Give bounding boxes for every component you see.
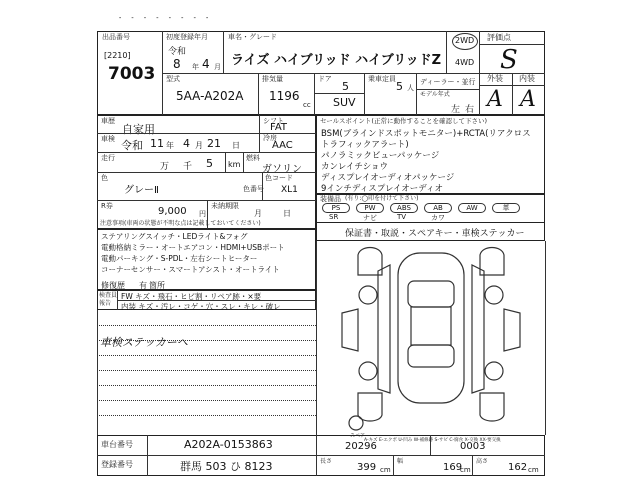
fuel-label: 燃料 xyxy=(246,154,260,162)
mileage-label: 走行 xyxy=(101,154,115,162)
car-name: ライズ ハイブリッド ハイブリッドZ xyxy=(231,53,442,68)
memo-rule xyxy=(97,370,316,371)
mileage-value: 5 xyxy=(206,157,213,170)
inspection-day-unit: 日 xyxy=(232,141,240,150)
first-reg-era: 令和 xyxy=(168,47,187,57)
inspector-row1: FW キズ・飛石・ヒビ割・リペア跡・×要 xyxy=(121,292,262,301)
recycle-day: 日 xyxy=(283,209,291,218)
car-right-panel xyxy=(504,309,520,351)
first-reg-year-unit: 年 xyxy=(192,63,199,71)
height-label: 高さ xyxy=(476,458,489,465)
model-label: 型式 xyxy=(166,75,180,83)
car-rear-window xyxy=(408,345,454,367)
equipment-sub-item-1: ナビ xyxy=(363,214,377,222)
width-label: 幅 xyxy=(397,458,404,465)
mileage-unit: km xyxy=(228,160,241,169)
plate-label: 登録番号 xyxy=(101,460,133,469)
interior-value: A xyxy=(520,87,536,112)
notes-line: コーナーセンサー・スマートアシスト・オートライト xyxy=(101,265,280,274)
color-value: グレーⅡ xyxy=(124,185,159,196)
usage-label: 車歴 xyxy=(101,117,115,125)
spare-label: スペア xyxy=(350,433,366,439)
notes-line: ステアリングスイッチ・LEDライト&フォグ xyxy=(101,232,248,241)
inspection-year: 11 xyxy=(150,137,164,150)
memo-rule xyxy=(97,415,316,416)
warranty-text: 保証書・取説・スペアキー・車検ステッカー xyxy=(345,229,525,239)
repair-unit: 箇所 xyxy=(149,281,165,290)
inspection-month: 4 xyxy=(183,137,190,150)
length-value: 399 xyxy=(357,462,377,473)
sales-point-line: パノラミックビューパッケージ xyxy=(321,151,440,161)
mileage-man: 万 xyxy=(160,162,170,172)
lot-number: 7003 xyxy=(108,64,156,84)
wheel-front-right xyxy=(485,286,503,304)
first-reg-year: 8 xyxy=(173,57,181,71)
seats-label: 乗車定員 xyxy=(368,75,396,83)
interior-label: 内装 xyxy=(519,74,535,83)
doors-value: 5 xyxy=(342,80,349,93)
first-reg-month-unit: 月 xyxy=(214,63,221,71)
car-label: 車名・グレード xyxy=(228,33,277,41)
recycle-value: 9,000 xyxy=(158,206,187,217)
equipment-note: (有り:◯印を付けて下さい) xyxy=(345,195,419,202)
wheel-rear-right xyxy=(485,362,503,380)
usage-value: 自家用 xyxy=(122,123,155,136)
car-left-side xyxy=(378,265,390,393)
seats-value: 5 xyxy=(396,80,403,93)
displacement-unit: cc xyxy=(303,101,311,109)
recycle-unit: 円 xyxy=(199,210,206,218)
equipment-sub-item-0: SR xyxy=(329,213,339,221)
sales-point-line: BSM(ブラインドスポットモニター)+RCTA(リアクロス xyxy=(321,129,531,139)
equipment-item-3: AB xyxy=(424,203,452,213)
notes-label: 注意事項(車両の状態が不明な点は記載しておいてください) xyxy=(100,220,261,227)
equipment-sub-item-2: TV xyxy=(397,213,407,221)
drive-4wd: 4WD xyxy=(455,58,475,67)
equipment-label: 装備品 xyxy=(320,195,341,203)
recycle-deadline-label: 未納期限 xyxy=(211,202,239,210)
displacement-value: 1196 xyxy=(269,89,300,103)
drive-2wd: 2WD xyxy=(455,36,475,45)
height-value: 162 xyxy=(508,462,528,473)
damage-legend: A-キズ E-エクボ U-凹み W-補修跡 S-サビ C-腐食 X-交換 XX-要交換 xyxy=(364,438,501,443)
memo-handwriting: 車検ステッカーへ xyxy=(100,336,188,349)
inspection-label: 車検 xyxy=(101,135,115,143)
first-reg-month: 4 xyxy=(202,57,210,71)
car-top-body xyxy=(398,253,464,403)
color-code: XL1 xyxy=(281,185,298,195)
spare-tire xyxy=(349,416,363,430)
recycle-month: 月 xyxy=(254,209,262,218)
sales-point-line: トラフィックアラート) xyxy=(321,140,409,150)
width-unit: cm xyxy=(460,466,471,474)
car-rear-left xyxy=(358,393,382,421)
color-colorcode-label: 色コード xyxy=(265,174,293,182)
equipment-item-4: AW xyxy=(458,203,486,213)
inspector-label2: 報告 xyxy=(99,300,112,307)
notes-line: 電動格納ミラー・オートエアコン・HDMI+USBポート xyxy=(101,243,285,252)
stats-code2: 0003 xyxy=(460,441,486,452)
model-value: 5AA-A202A xyxy=(176,89,244,103)
lot-code: [2210] xyxy=(104,51,131,60)
displacement-label: 排気量 xyxy=(262,75,283,83)
car-rear-right xyxy=(480,393,504,421)
memo-rule xyxy=(97,400,316,401)
shift-label: シフト xyxy=(263,117,284,125)
memo-rule xyxy=(97,325,316,326)
inspection-era: 令和 xyxy=(121,139,143,152)
equipment-item-1: PW xyxy=(356,203,384,213)
lot-label: 出品番号 xyxy=(102,33,130,41)
chassis-value: A202A-0153863 xyxy=(184,438,273,451)
car-right-side xyxy=(472,265,484,393)
inspection-month-unit: 月 xyxy=(195,141,203,150)
width-value: 169 xyxy=(443,462,463,473)
inspection-year-unit: 年 xyxy=(166,141,174,150)
length-unit: cm xyxy=(380,466,391,474)
stats-code1: 20296 xyxy=(345,441,377,452)
sales-point-line: ディスプレイオーディオパッケージ xyxy=(321,173,455,183)
car-damage-diagram xyxy=(318,243,544,435)
car-windshield xyxy=(408,281,454,307)
ac-label: 冷房 xyxy=(263,134,277,142)
equipment-item-0: PS xyxy=(322,203,350,213)
repair-value: 有 xyxy=(139,281,147,290)
recycle-label: R券 xyxy=(101,202,113,210)
chassis-label: 車台番号 xyxy=(101,440,133,449)
sales-point-line: 9インチディスプレイオーディオ xyxy=(321,184,444,194)
plate-value: 群馬 503 ひ 8123 xyxy=(180,460,273,473)
ac-value: AAC xyxy=(272,140,293,151)
seats-unit: 人 xyxy=(407,84,414,92)
sales-point-line: カンレイチショウ xyxy=(321,162,389,172)
fuel-value: ガソリン xyxy=(262,164,302,175)
score-label: 評価点 xyxy=(487,33,511,42)
header-dashes: - - - - - - - - xyxy=(118,14,212,22)
shift-value: FAT xyxy=(270,122,288,133)
repair-label: 修復歴 xyxy=(101,281,125,290)
car-left-panel xyxy=(342,309,358,351)
doors-label: ドア xyxy=(318,75,332,83)
color-label: 色 xyxy=(101,174,108,182)
length-label: 長さ xyxy=(320,458,333,465)
body-value: SUV xyxy=(333,96,356,109)
memo-rule xyxy=(97,355,316,356)
handle-right: 右 xyxy=(465,105,475,115)
exterior-label: 外装 xyxy=(487,74,503,83)
equipment-sub-item-3: カワ xyxy=(431,214,445,222)
handle-label: モデル年式 xyxy=(420,91,450,98)
wheel-rear-left xyxy=(359,362,377,380)
notes-line: 電動パーキング・S-PDL・左右シートヒーター xyxy=(101,254,258,263)
exterior-value: A xyxy=(487,87,503,112)
memo-rule xyxy=(97,385,316,386)
score-value: S xyxy=(500,45,518,75)
car-roof xyxy=(411,307,451,345)
color-code-label: 色番号 xyxy=(243,185,264,193)
first-reg-label: 初度登録年月 xyxy=(166,33,208,41)
mileage-sen: 千 xyxy=(183,162,193,172)
inspection-day: 21 xyxy=(207,137,221,150)
inspector-row2: 内装 キズ・汚レ・コゲ・穴・スレ・キレ・破レ xyxy=(121,302,281,311)
height-unit: cm xyxy=(528,466,539,474)
dealer-label: ディーラー・並行 xyxy=(420,78,476,86)
inspector-label: 検査員 xyxy=(99,292,118,299)
equipment-item-2: ABS xyxy=(390,203,418,213)
wheel-front-left xyxy=(359,286,377,304)
sales-label: セールスポイント(正常に動作することを確認して下さい) xyxy=(320,117,487,125)
equipment-item-5: 革 xyxy=(492,203,520,213)
handle-left: 左 xyxy=(451,105,461,115)
